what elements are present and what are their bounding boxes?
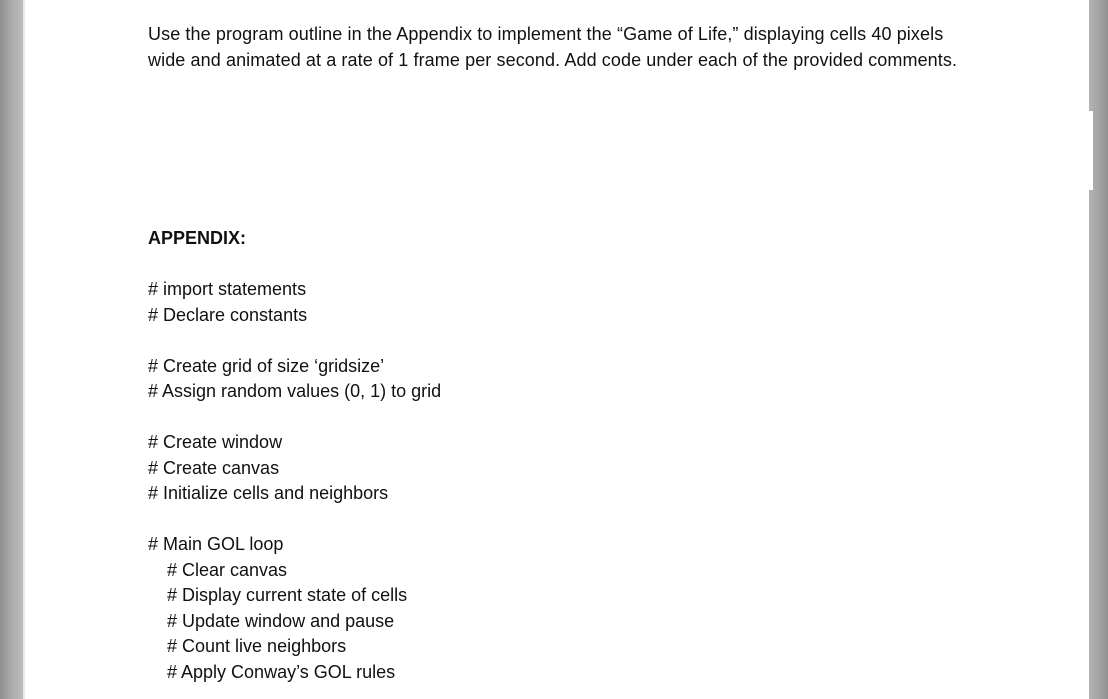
outline-subitem: # Apply Conway’s GOL rules (167, 661, 396, 682)
outline-subitem: # Display current state of cells (167, 585, 408, 605)
outline-subitem: # Count live neighbors (167, 636, 347, 656)
right-page-margin (1089, 0, 1108, 699)
outline-item: # import statements (148, 279, 307, 299)
outline-item: # Create window (148, 432, 283, 452)
document-content (148, 22, 968, 73)
outline-subitem: # Clear canvas (167, 559, 288, 580)
outline-spacer (148, 507, 968, 533)
outline-spacer (148, 328, 968, 354)
outline-item: # Initialize cells and neighbors (148, 483, 389, 503)
outline-item: # Create canvas (148, 457, 280, 478)
outline-item: # Create grid of size ‘gridsize’ (148, 355, 385, 376)
page-edge-shadow (23, 0, 25, 699)
left-page-margin (0, 0, 23, 699)
outline-item: # Declare constants (148, 304, 308, 325)
program-outline (148, 277, 968, 685)
instruction-paragraph: Use the program outline in the Appendix to implement the “Game of Life,” displaying cells 40 pixels wide and animated at a rate of 1 frame per second. Add code under each of the provided comments. (148, 24, 958, 70)
outline-spacer (148, 405, 968, 431)
appendix-heading: APPENDIX: (148, 228, 247, 248)
outline-subitem: # Update window and pause (167, 610, 395, 631)
page-right-edge-highlight (1089, 111, 1093, 190)
outline-item: # Main GOL loop (148, 534, 284, 554)
outline-item: # Assign random values (0, 1) to grid (148, 381, 442, 401)
